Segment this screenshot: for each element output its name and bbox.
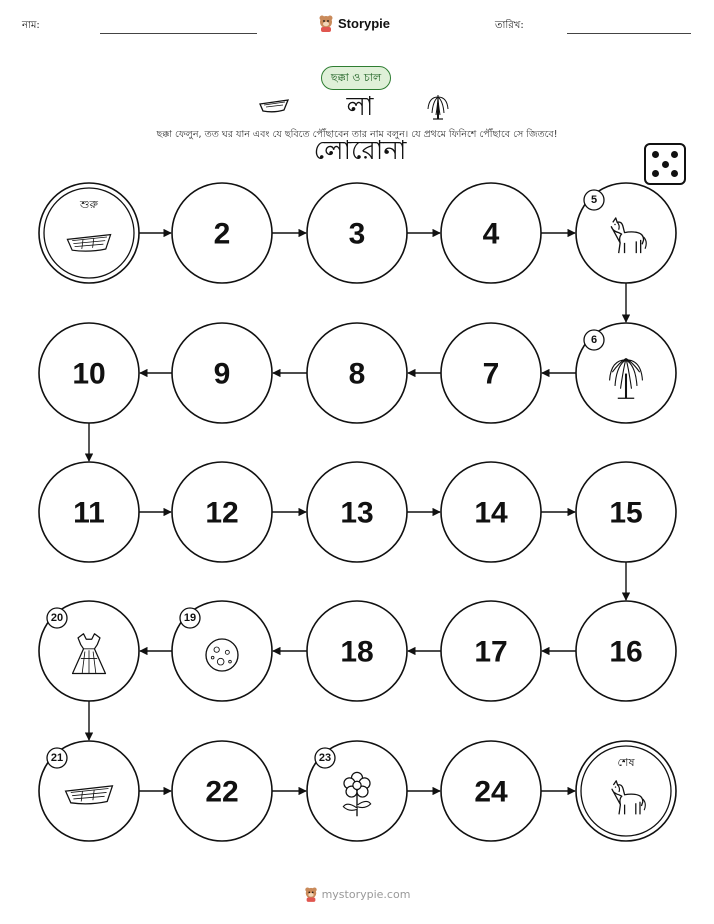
board-cell-24[interactable]	[441, 741, 541, 841]
game-type-badge: ছক্কা ও চাল	[321, 66, 391, 90]
cell-number: 20	[50, 612, 64, 624]
board-cell-6[interactable]	[576, 323, 676, 423]
board-cells	[39, 183, 676, 841]
cell-number: 15	[609, 496, 643, 530]
date-label: তারিখ:	[495, 20, 524, 31]
board-cell-7[interactable]	[441, 323, 541, 423]
cell-number: 24	[474, 775, 508, 809]
board-cell-25[interactable]	[576, 741, 676, 841]
board-cell-12[interactable]	[172, 462, 272, 562]
cell-number: 23	[318, 752, 332, 764]
board-cell-9[interactable]	[172, 323, 272, 423]
board-cell-19[interactable]	[172, 601, 272, 701]
cell-number: 17	[474, 635, 508, 669]
game-title: লা লোরোনা	[313, 92, 407, 166]
board-cell-13[interactable]	[307, 462, 407, 562]
cell-number: 9	[213, 357, 231, 391]
footer	[0, 886, 714, 902]
board-cell-11[interactable]	[39, 462, 139, 562]
board-cell-23[interactable]	[307, 741, 407, 841]
cell-circle	[576, 741, 676, 841]
board-cell-18[interactable]	[307, 601, 407, 701]
bear-mascot-icon	[304, 886, 318, 902]
cell-number: 19	[183, 612, 197, 624]
cell-number: 12	[205, 496, 239, 530]
cell-number: 10	[72, 357, 106, 391]
cell-number: 2	[213, 217, 231, 251]
cell-number: 16	[609, 635, 643, 669]
cell-number: 5	[590, 194, 598, 206]
cell-number: 3	[348, 217, 366, 251]
cell-number: 13	[340, 496, 374, 530]
name-label: নাম:	[22, 20, 40, 31]
cell-number: 14	[474, 496, 508, 530]
moon-icon	[206, 639, 238, 671]
board-cell-1[interactable]	[39, 183, 139, 283]
cell-number: 6	[590, 334, 598, 346]
brand-name: Storypie	[338, 15, 391, 31]
cell-number: 11	[73, 496, 105, 530]
board-cell-2[interactable]	[172, 183, 272, 283]
board-cell-16[interactable]	[576, 601, 676, 701]
board-cell-3[interactable]	[307, 183, 407, 283]
cell-number: 18	[340, 635, 374, 669]
board-cell-20[interactable]	[39, 601, 139, 701]
cell-number: 8	[348, 357, 366, 391]
cell-circle	[39, 183, 139, 283]
instructions: ছক্কা ফেলুন, তত ঘর যান এবং যে ছবিতে পৌঁছাবেন তার নাম বলুন। যে প্রথমে ফিনিশে পৌঁছাবে সে জিতবে!	[156, 129, 558, 140]
end-label: শেষ	[617, 757, 635, 769]
board-cell-21[interactable]	[39, 741, 139, 841]
cell-number: 22	[205, 775, 239, 809]
start-label: শুরু	[80, 199, 98, 211]
board-cell-15[interactable]	[576, 462, 676, 562]
board-cell-5[interactable]	[576, 183, 676, 283]
cell-number: 4	[482, 217, 500, 251]
board-cell-17[interactable]	[441, 601, 541, 701]
footer-url[interactable]: mystorypie.com	[321, 887, 411, 901]
cell-number: 7	[482, 357, 500, 391]
board-cell-10[interactable]	[39, 323, 139, 423]
board-cell-14[interactable]	[441, 462, 541, 562]
cell-number: 21	[50, 752, 64, 764]
board-cell-4[interactable]	[441, 183, 541, 283]
board-cell-22[interactable]	[172, 741, 272, 841]
board-cell-8[interactable]	[307, 323, 407, 423]
